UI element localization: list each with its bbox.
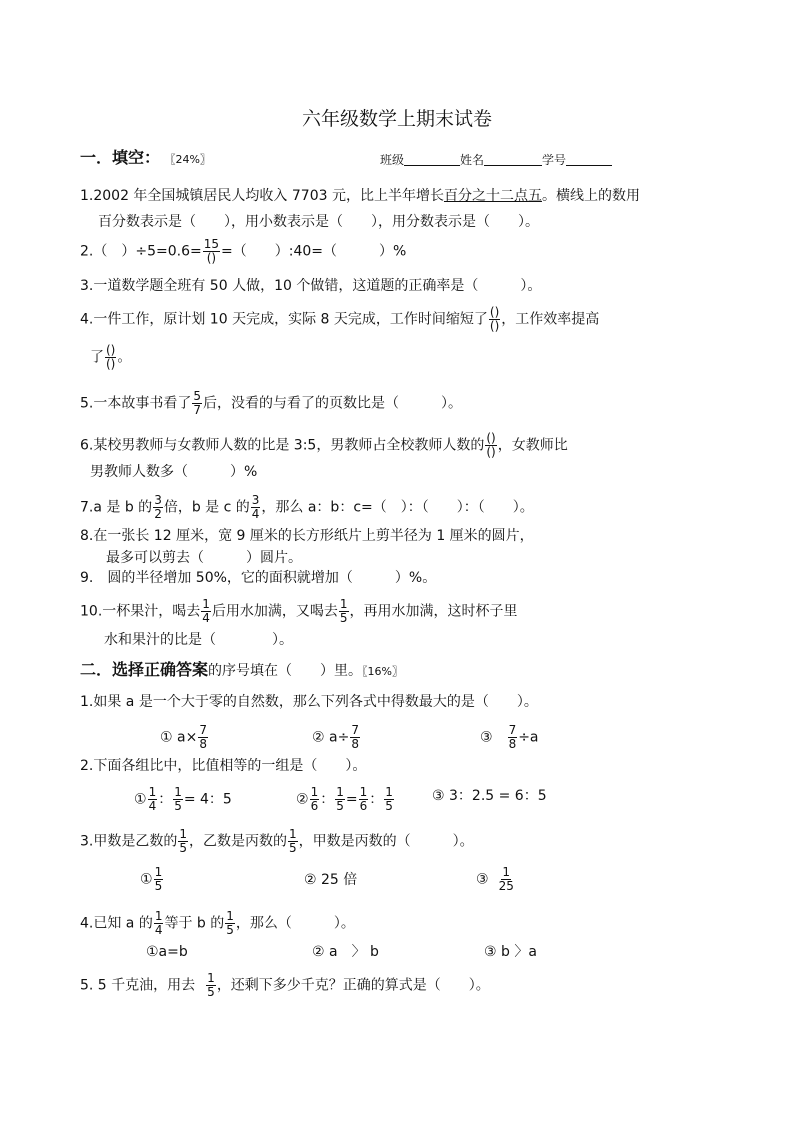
q7-text-a: 7.a 是 b 的 xyxy=(80,499,153,516)
choice-2-option-1 xyxy=(134,786,232,813)
q6-num: () xyxy=(486,431,496,445)
q5-den: 7 xyxy=(193,403,201,417)
q7-fraction-1 xyxy=(153,494,163,521)
q4-text-b: ，工作效率提高 xyxy=(501,311,600,328)
c2-o1-d1: 4 xyxy=(148,799,157,813)
q4-text-c: 了 xyxy=(90,349,104,366)
q5-num: 5 xyxy=(193,389,201,403)
student-info xyxy=(380,150,612,170)
q7-fraction-2 xyxy=(251,494,261,521)
c2-o2-frac2 xyxy=(335,786,345,813)
c2-o2-frac1 xyxy=(310,786,320,813)
choice-1-option-1 xyxy=(160,724,209,751)
c1-o3-num: 7 xyxy=(508,723,517,737)
c5-num: 1 xyxy=(207,971,215,985)
c1-o1-den: 8 xyxy=(199,737,207,751)
question-6-line2: 男教师人数多（ ）% xyxy=(90,464,258,480)
c2-o2-frac4 xyxy=(384,786,394,813)
q4-num: () xyxy=(489,305,500,319)
question-2 xyxy=(80,238,406,265)
c3-den1: 5 xyxy=(179,841,187,855)
question-4-line1 xyxy=(80,306,599,333)
c1-o1-num: 7 xyxy=(199,723,207,737)
c4-fraction-2 xyxy=(225,910,235,937)
c3-o3-text: ③ xyxy=(476,871,489,888)
choice-4-option-3: ③ b 〉a xyxy=(484,944,537,960)
question-10-line1 xyxy=(80,598,518,625)
c4-den2: 5 xyxy=(226,923,234,937)
c4-num1: 1 xyxy=(154,909,163,923)
choice-1: 1.如果 a 是一个大于零的自然数，那么下列各式中得数最大的是（ ）。 xyxy=(80,694,538,710)
c1-o3-fraction xyxy=(508,724,518,751)
choice-3-option-1 xyxy=(140,866,164,893)
q10-text-c: ，再用水加满，这时杯子里 xyxy=(349,603,518,620)
c2-o2-d2: 5 xyxy=(336,799,344,813)
c3-den2: 5 xyxy=(289,841,297,855)
q10-fraction-2 xyxy=(339,598,349,625)
question-5 xyxy=(80,390,462,417)
choice-4-option-2: ② a 〉 b xyxy=(312,944,379,960)
q7-den1: 2 xyxy=(154,507,162,521)
c4-num2: 1 xyxy=(226,909,234,923)
c3-fraction-1 xyxy=(178,828,188,855)
class-label: 班级 xyxy=(380,153,405,167)
c3-fraction-2 xyxy=(288,828,298,855)
q10-fraction-1 xyxy=(201,598,211,625)
c2-o2-colon1: ： xyxy=(320,791,335,808)
name-label: 姓名 xyxy=(460,153,485,167)
c2-o1-text-b: = 4：5 xyxy=(183,791,232,808)
question-1-line2: 百分数表示是（ ），用小数表示是（ ），用分数表示是（ ）。 xyxy=(98,214,539,230)
c1-o3-text: ③ xyxy=(480,729,493,746)
c1-o3-text-b: ÷a xyxy=(518,729,539,746)
q1-underlined: 百分之十二点五 xyxy=(443,188,542,204)
c3-num2: 1 xyxy=(289,827,297,841)
q10-num2: 1 xyxy=(339,597,348,611)
choice-2-option-2 xyxy=(296,786,395,813)
q4-fraction-2 xyxy=(105,344,116,371)
q7-num2: 3 xyxy=(251,493,260,507)
q10-text-a: 10.一杯果汁，喝去 xyxy=(80,603,201,620)
c1-o1-fraction xyxy=(198,724,208,751)
q10-den2: 5 xyxy=(339,611,348,625)
c2-o2-equals: = xyxy=(345,791,358,808)
c2-o2-n3: 1 xyxy=(359,785,368,799)
id-label: 学号 xyxy=(542,153,567,167)
q4-num2: () xyxy=(106,343,116,357)
q4-den: () xyxy=(489,319,500,333)
c4-text-a: 4.已知 a 的 xyxy=(80,915,153,932)
q4-fraction-1 xyxy=(489,306,500,333)
id-blank[interactable] xyxy=(566,151,612,166)
c1-o2-den: 8 xyxy=(351,737,359,751)
q7-num1: 3 xyxy=(154,493,162,507)
q4-den2: () xyxy=(106,357,116,371)
c2-o2-frac3 xyxy=(359,786,369,813)
q1-text-b: 。横线上的数用 xyxy=(541,188,640,204)
section1-header xyxy=(80,148,211,170)
c2-o2-n4: 1 xyxy=(385,785,393,799)
q6-text-a: 6.某校男教师与女教师人数的比是 3:5，男教师占全校教师人数的 xyxy=(80,437,485,454)
c2-o1-frac1 xyxy=(148,786,158,813)
c1-o2-text: ② a÷ xyxy=(312,729,350,746)
q10-den1: 4 xyxy=(202,611,210,625)
section2-label: 二．选择正确答案 xyxy=(80,660,209,679)
c3-o1-fraction xyxy=(154,866,164,893)
question-10-line2: 水和果汁的比是（ ）。 xyxy=(104,632,293,648)
c3-o1-den: 5 xyxy=(154,879,163,893)
c4-fraction-1 xyxy=(154,910,164,937)
page-title: 六年级数学上期末试卷 xyxy=(301,108,492,130)
section2-header xyxy=(80,660,403,682)
question-8-line1: 8.在一张长 12 厘米，宽 9 厘米的长方形纸片上剪半径为 1 厘米的圆片， xyxy=(80,528,534,544)
c2-o2-n1: 1 xyxy=(310,785,319,799)
q10-text-b: 后用水加满，又喝去 xyxy=(211,603,338,620)
question-4-line2 xyxy=(90,344,131,371)
c2-o1-n1: 1 xyxy=(148,785,157,799)
c2-o2-text: ② xyxy=(296,791,309,808)
question-3: 3.一道数学题全班有 50 人做，10 个做错，这道题的正确率是（ ）。 xyxy=(80,278,542,294)
q5-fraction xyxy=(192,390,202,417)
c4-text-c: ，那么（ ）。 xyxy=(235,915,355,932)
choice-4-option-1: ①a=b xyxy=(146,944,188,960)
q2-num: 15 xyxy=(203,237,220,251)
choice-1-option-2 xyxy=(312,724,361,751)
q2-fraction xyxy=(203,238,220,265)
choice-4 xyxy=(80,910,355,937)
c3-text-b: ，乙数是丙数的 xyxy=(189,833,287,850)
question-6-line1 xyxy=(80,432,568,459)
choice-1-option-3 xyxy=(480,724,539,751)
c2-o2-n2: 1 xyxy=(336,785,344,799)
c2-o1-frac2 xyxy=(173,786,183,813)
c1-o3-den: 8 xyxy=(508,737,517,751)
q4-text-a: 4.一件工作，原计划 10 天完成，实际 8 天完成，工作时间缩短了 xyxy=(80,311,488,328)
q7-text-c: ，那么 a：b：c=（ ）：（ ）：（ ）。 xyxy=(261,499,534,516)
class-blank[interactable] xyxy=(404,151,460,166)
choice-3-option-3 xyxy=(476,866,516,893)
c5-fraction xyxy=(206,972,216,999)
c3-text-c: ，甲数是丙数的（ ）。 xyxy=(298,833,474,850)
c3-text-a: 3.甲数是乙数的 xyxy=(80,833,178,850)
c3-num1: 1 xyxy=(179,827,187,841)
c5-text-a: 5. 5 千克油，用去 xyxy=(80,977,196,994)
section2-score: 〖16%〗 xyxy=(362,665,403,678)
c2-o1-text: ① xyxy=(134,791,147,808)
q2-den: () xyxy=(206,251,217,265)
c4-den1: 4 xyxy=(154,923,163,937)
q1-text-a: 1.2002 年全国城镇居民人均收入 7703 元，比上半年增长 xyxy=(80,188,444,204)
q2-text-a: 2.（ ）÷5=0.6= xyxy=(80,243,202,260)
question-7 xyxy=(80,494,534,521)
c2-o2-d3: 6 xyxy=(359,799,368,813)
c2-o2-d4: 5 xyxy=(385,799,393,813)
section2-rest: 的序号填在（ ）里。 xyxy=(208,663,363,679)
question-1-line1 xyxy=(80,186,640,206)
section1-label: 一．填空： xyxy=(80,148,161,167)
choice-2: 2.下面各组比中，比值相等的一组是（ ）。 xyxy=(80,758,367,774)
c3-o3-den: 25 xyxy=(498,879,514,893)
c3-o3-num: 1 xyxy=(502,865,511,879)
c1-o2-fraction xyxy=(350,724,360,751)
name-blank[interactable] xyxy=(484,151,542,166)
c2-o1-n2: 1 xyxy=(174,785,182,799)
c1-o2-num: 7 xyxy=(351,723,359,737)
q7-den2: 4 xyxy=(251,507,260,521)
q5-text-a: 5.一本故事书看了 xyxy=(80,395,192,412)
c3-o3-fraction xyxy=(498,866,515,893)
q5-text-b: 后，没看的与看了的页数比是（ ）。 xyxy=(203,395,462,412)
choice-5 xyxy=(80,972,490,999)
choice-3 xyxy=(80,828,474,855)
c2-o1-colon: ： xyxy=(158,791,173,808)
c2-o1-d2: 5 xyxy=(174,799,182,813)
c3-o1-text: ① xyxy=(140,871,153,888)
q6-den: () xyxy=(486,445,496,459)
q6-text-b: ，女教师比 xyxy=(497,437,568,454)
c5-text-b: ，还剩下多少千克？正确的算式是（ ）。 xyxy=(216,977,490,994)
q10-num1: 1 xyxy=(202,597,210,611)
q6-fraction xyxy=(485,432,496,459)
question-9: 9. 圆的半径增加 50%，它的面积就增加（ ）%。 xyxy=(80,570,437,586)
c2-o2-d1: 6 xyxy=(310,799,319,813)
c1-o1-text: ① a× xyxy=(160,729,198,746)
choice-2-option-3: ③ 3：2.5 = 6：5 xyxy=(432,788,547,804)
q2-text-b: =（ ）:40=（ ）% xyxy=(221,243,407,260)
c2-o2-colon2: ： xyxy=(369,791,384,808)
section1-score: 〖24%〗 xyxy=(164,153,211,166)
c4-text-b: 等于 b 的 xyxy=(164,915,225,932)
choice-3-option-2: ② 25 倍 xyxy=(304,872,358,888)
q7-text-b: 倍，b 是 c 的 xyxy=(163,499,250,516)
c5-den: 5 xyxy=(207,985,215,999)
q4-text-d: 。 xyxy=(117,349,132,366)
c3-o1-num: 1 xyxy=(154,865,163,879)
question-8-line2: 最多可以剪去（ ）圆片。 xyxy=(106,550,302,566)
